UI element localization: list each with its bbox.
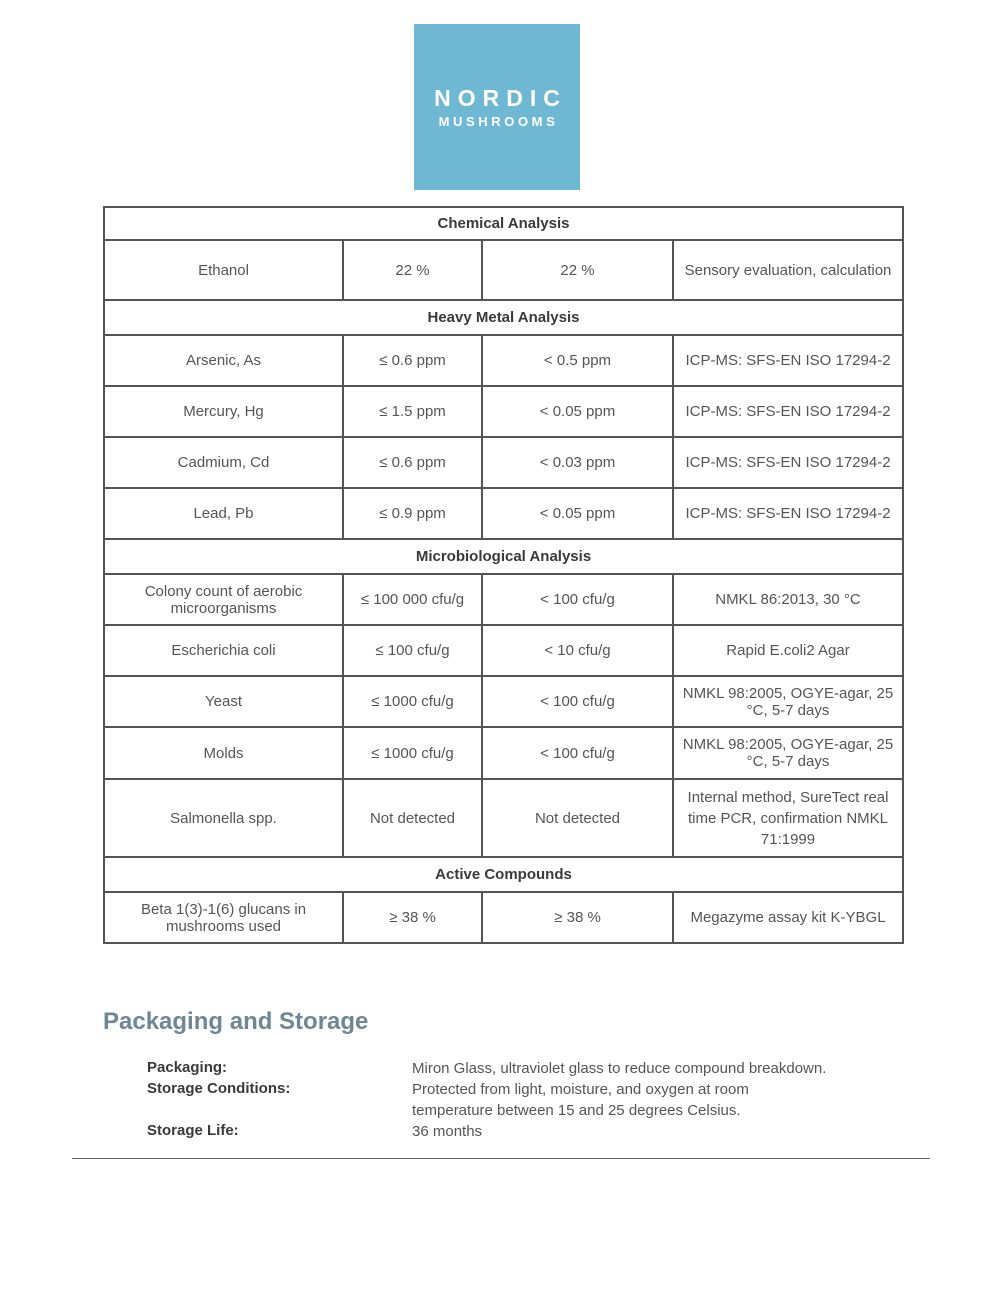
- section-title-microbiological: Microbiological Analysis: [104, 539, 903, 574]
- parameter-cell: Colony count of aerobic microorganisms: [104, 574, 343, 625]
- method-cell: ICP-MS: SFS-EN ISO 17294-2: [673, 386, 903, 437]
- result-cell: < 0.03 ppm: [482, 437, 673, 488]
- parameter-cell: Lead, Pb: [104, 488, 343, 539]
- section-title-active-compounds: Active Compounds: [104, 857, 903, 892]
- section-header-row: [104, 300, 903, 335]
- logo-line-2: MUSHROOMS: [438, 114, 559, 129]
- method-cell: ICP-MS: SFS-EN ISO 17294-2: [673, 437, 903, 488]
- parameter-cell: Ethanol: [104, 240, 343, 300]
- method-cell: Sensory evaluation, calculation: [673, 240, 903, 300]
- table-row: [104, 574, 903, 625]
- specification-cell: ≤ 0.9 ppm: [343, 488, 482, 539]
- result-cell: < 100 cfu/g: [482, 676, 673, 727]
- parameter-cell: Salmonella spp.: [104, 779, 343, 857]
- specification-cell: 22 %: [343, 240, 482, 300]
- parameter-cell: Beta 1(3)-1(6) glucans in mushrooms used: [104, 892, 343, 943]
- table-row: [104, 488, 903, 539]
- storage-conditions-value: Protected from light, moisture, and oxygen at room temperature between 15 and 25 degrees Celsius.: [412, 1081, 749, 1119]
- parameter-cell: Yeast: [104, 676, 343, 727]
- parameter-cell: Arsenic, As: [104, 335, 343, 386]
- storage-conditions-label: Storage Conditions:: [147, 1080, 291, 1097]
- result-cell: < 10 cfu/g: [482, 625, 673, 676]
- parameter-cell: Cadmium, Cd: [104, 437, 343, 488]
- parameter-cell: Escherichia coli: [104, 625, 343, 676]
- result-cell: < 100 cfu/g: [482, 727, 673, 779]
- table-row: [104, 240, 903, 300]
- section-header-row: [104, 207, 903, 240]
- parameter-cell: Molds: [104, 727, 343, 779]
- table-row: [104, 779, 903, 857]
- specification-cell: ≤ 1.5 ppm: [343, 386, 482, 437]
- table-row: [104, 625, 903, 676]
- logo-line-1: NORDIC: [434, 85, 567, 111]
- method-cell: Rapid E.coli2 Agar: [673, 625, 903, 676]
- section-title-heavy-metal: Heavy Metal Analysis: [104, 300, 903, 335]
- packaging-storage-heading: Packaging and Storage: [103, 1008, 369, 1035]
- specification-cell: ≤ 0.6 ppm: [343, 335, 482, 386]
- result-cell: Not detected: [482, 779, 673, 857]
- packaging-value: Miron Glass, ultraviolet glass to reduce compound breakdown.: [412, 1060, 827, 1077]
- footer-divider: [72, 1158, 930, 1159]
- method-cell: ICP-MS: SFS-EN ISO 17294-2: [673, 488, 903, 539]
- storage-life-value: 36 months: [412, 1123, 483, 1140]
- result-cell: < 0.05 ppm: [482, 488, 673, 539]
- table-row: [104, 386, 903, 437]
- result-cell: < 0.5 ppm: [482, 335, 673, 386]
- method-cell: Megazyme assay kit K-YBGL: [673, 892, 903, 943]
- table-row: [104, 437, 903, 488]
- result-cell: 22 %: [482, 240, 673, 300]
- specification-cell: ≤ 100 000 cfu/g: [343, 574, 482, 625]
- result-cell: ≥ 38 %: [482, 892, 673, 943]
- method-cell: NMKL 98:2005, OGYE-agar, 25 °C, 5-7 days: [673, 676, 903, 727]
- analysis-table: [103, 206, 904, 944]
- section-header-row: [104, 857, 903, 892]
- packaging-label: Packaging:: [147, 1059, 228, 1076]
- method-cell: Internal method, SureTect real time PCR, confirmation NMKL 71:1999: [673, 779, 903, 857]
- method-cell: NMKL 86:2013, 30 °C: [673, 574, 903, 625]
- method-cell: ICP-MS: SFS-EN ISO 17294-2: [673, 335, 903, 386]
- result-cell: < 0.05 ppm: [482, 386, 673, 437]
- table-row: [104, 676, 903, 727]
- specification-cell: ≤ 100 cfu/g: [343, 625, 482, 676]
- specification-cell: ≤ 1000 cfu/g: [343, 727, 482, 779]
- storage-life-label: Storage Life:: [147, 1122, 239, 1139]
- method-cell: NMKL 98:2005, OGYE-agar, 25 °C, 5-7 days: [673, 727, 903, 779]
- section-header-row: [104, 539, 903, 574]
- section-title-chemical: Chemical Analysis: [104, 207, 903, 240]
- table-row: [104, 892, 903, 943]
- specification-cell: ≥ 38 %: [343, 892, 482, 943]
- parameter-cell: Mercury, Hg: [104, 386, 343, 437]
- result-cell: < 100 cfu/g: [482, 574, 673, 625]
- nordic-mushrooms-logo: [414, 24, 580, 190]
- specification-cell: Not detected: [343, 779, 482, 857]
- specification-cell: ≤ 0.6 ppm: [343, 437, 482, 488]
- specification-cell: ≤ 1000 cfu/g: [343, 676, 482, 727]
- table-row: [104, 335, 903, 386]
- table-row: [104, 727, 903, 779]
